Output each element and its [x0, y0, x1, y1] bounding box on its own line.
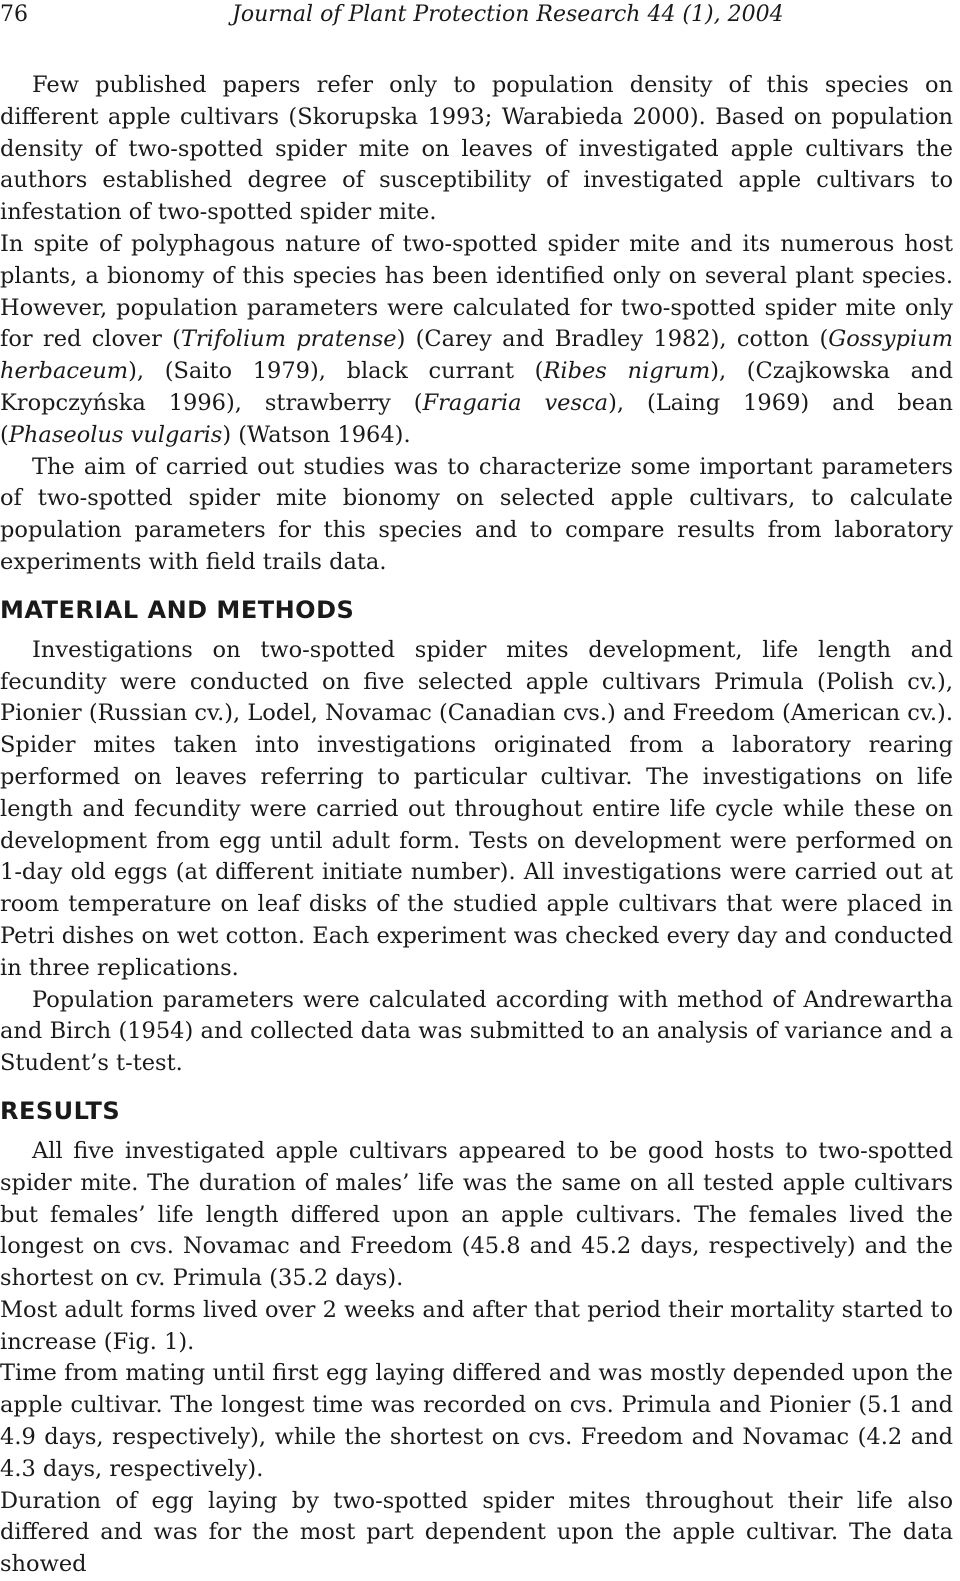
intro-p2-text-a: In spite of polyphagous nature of two-spotted spider mite and its numerous host plants, a bionomy of this species has been identified only on several plant species. However, population parameters were calculated for two-spotted spider mite only for red clover ( [0, 230, 953, 353]
intro-p2-text-d: ), (Czajkowska and Kropczyńska 1996), strawberry ( [0, 358, 953, 416]
results-paragraph-3: Time from mating until first egg laying differed and was mostly depended upon the apple cultivar. The longest time was recorded on cvs. Primula and Pionier (5.1 and 4.9 days, respectively), while the shortest on cvs. Freedom and Novamac (4.2 and 4.3 days, respectively). [0, 1360, 953, 1482]
methods-paragraph-1: Investigations on two-spotted spider mites development, life length and fecundity were conducted on five selected apple cultivars Primula (Polish cv.), Pionier (Russian cv.), Lodel, Novamac (Canadian cvs.) and Freedom (American cv.). Spider mites taken into investigations originated from a laboratory rearing performed on leaves referring to particular cultivar. The investigations on life length and fecundity were carried out throughout entire life cycle while these on development from egg until adult form. Tests on development were performed on 1-day old eggs (at different initiate number). All investigations were carried out at room temperature on leaf disks of the studied apple cultivars that were placed in Petri dishes on wet cotton. Each experiment was checked every day and conducted in three replications. [0, 636, 953, 981]
species-gossypium: Gossypium herbaceum [0, 326, 953, 385]
intro-paragraph-2 [0, 229, 953, 452]
running-header [0, 0, 960, 30]
methods-paragraph-2: Population parameters were calculated according with method of Andrewartha and Birch (1954) and collected data was submitted to an analysis of variance and a Student’s t-test. [0, 986, 953, 1077]
intro-paragraph-1: Few published papers refer only to population density of this species on different apple cultivars (Skorupska 1993; Warabieda 2000). Based on population density of two-spotted spider mite on leaves of investigated apple cultivars the authors established degree of susceptibility of investigated apple cultivars to infestation of two-spotted spider mite. [0, 72, 953, 226]
species-trifolium: Trifolium pratense [180, 326, 397, 353]
results-paragraph-1: All five investigated apple cultivars appeared to be good hosts to two-spotted spider mite. The duration of males’ life was the same on all tested apple cultivars but females’ life length differed upon an apple cultivars. The females lived the longest on cvs. Novamac and Freedom (45.8 and 45.2 days, respectively) and the shortest on cv. Primula (35.2 days). [0, 1137, 953, 1292]
section-heading-results: RESULTS [0, 1096, 121, 1125]
section-heading-methods: MATERIAL AND METHODS [0, 595, 355, 624]
results-paragraph-4: Duration of egg laying by two-spotted spider mites throughout their life also differed and was for the most part dependent upon the apple cultivar. The data showed [0, 1487, 953, 1578]
species-phaseolus: Phaseolus vulgaris [8, 421, 223, 448]
journal-title: Journal of Plant Protection Research 44 (1), 2004 [232, 2, 784, 27]
intro-p2-text-c: ), (Saito 1979), black currant ( [128, 358, 544, 385]
intro-p2-text-f: ) (Watson 1964). [222, 421, 411, 448]
species-fragaria: Fragaria vesca [422, 389, 609, 416]
article-body [0, 70, 953, 1581]
species-ribes: Ribes nigrum [543, 358, 711, 385]
results-paragraph-2: Most adult forms lived over 2 weeks and after that period their mortality started to increase (Fig. 1). [0, 1296, 953, 1355]
page-number: 76 [0, 2, 28, 27]
intro-p2-text-b: ) (Carey and Bradley 1982), cotton ( [396, 326, 829, 353]
intro-p2-text-e: ), (Laing 1969) and bean ( [0, 389, 953, 448]
intro-paragraph-3: The aim of carried out studies was to characterize some important parameters of two-spotted spider mite bionomy on selected apple cultivars, to calculate population parameters for this species and to compare results from laboratory experiments with field trails data. [0, 453, 953, 575]
